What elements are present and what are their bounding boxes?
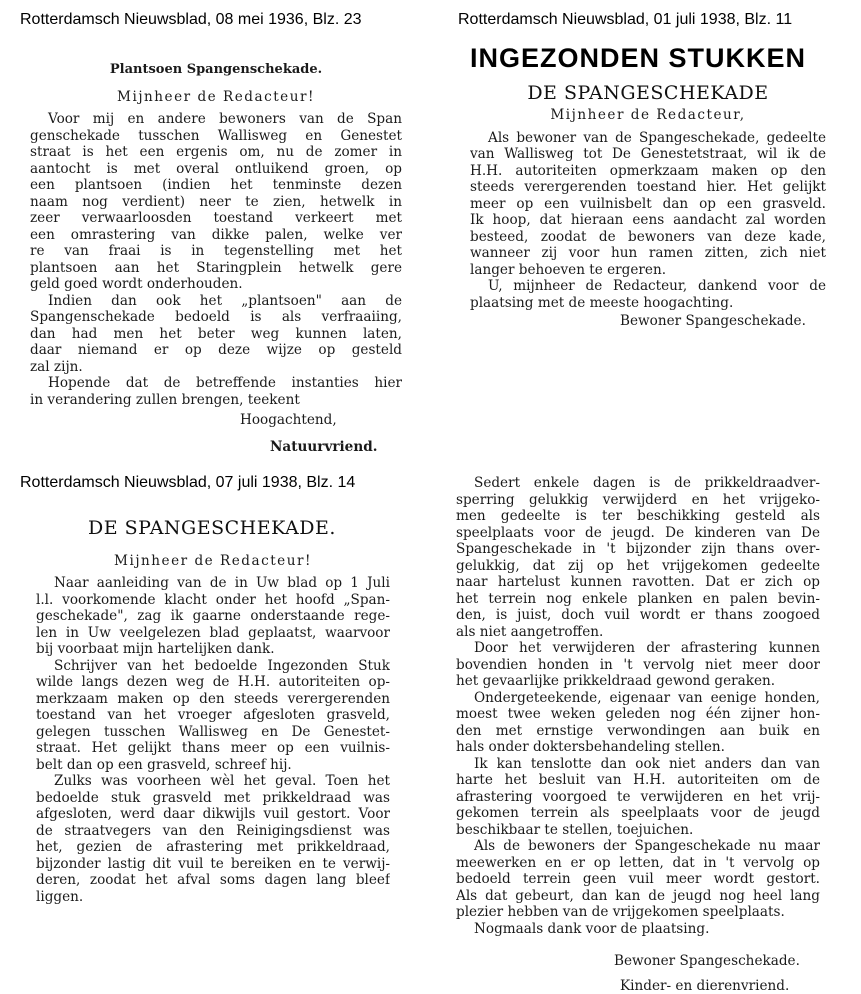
text-line: geld goed wordt onderhouden. bbox=[30, 276, 402, 293]
text-line: bijzonder lastig dit vuil te bereiken en te verwij- bbox=[36, 856, 390, 873]
text-line: genschekade tusschen Wallisweg en Genestet bbox=[30, 128, 402, 145]
text-line: Als de bewoners der Spangeschekade nu maar bbox=[456, 838, 820, 855]
text-line: Sedert enkele dagen is de prikkeldraadver- bbox=[456, 475, 820, 492]
text-line: liggen. bbox=[36, 889, 390, 906]
text-line: meer op een vuilnisbelt dan op een grasveld. bbox=[470, 196, 826, 213]
text-line: Ik kan tenslotte dan ook niet anders dan van bbox=[456, 756, 820, 773]
text-line: zal zijn. bbox=[30, 359, 402, 376]
clipping-title: DE SPANGESCHEKADE. bbox=[36, 520, 390, 537]
text-line: Schrijver van het bedoelde Ingezonden Stuk bbox=[36, 658, 390, 675]
text-line: straat is het een ergenis om, nu de zomer in bbox=[30, 144, 402, 161]
text-line: Als dat gebeurt, dan kan de jeugd nog heel lang bbox=[456, 888, 820, 905]
text-line: meewerken en er op letten, dat in 't vervolg op bbox=[456, 855, 820, 872]
caption-clip-3: Rotterdamsch Nieuwsblad, 07 juli 1938, Blz. 14 bbox=[20, 474, 355, 492]
text-line: den, is juist, doch vuil wordt er thans zoogoed bbox=[456, 607, 820, 624]
text-line: plaatsing met de meeste hoogachting. bbox=[470, 295, 826, 312]
caption-clip-1: Rotterdamsch Nieuwsblad, 08 mei 1936, Blz. 23 bbox=[20, 11, 362, 29]
text-line: gelukkig, dat zij op het vrijgekomen gedeelte bbox=[456, 558, 820, 575]
signature: Kinder- en dierenvriend. bbox=[456, 978, 820, 994]
text-line: besteed, zoodat de bewoners van deze kade, bbox=[470, 229, 826, 246]
salutation: Mijnheer de Redacteur! bbox=[30, 89, 402, 106]
salutation: Mijnheer de Redacteur! bbox=[36, 553, 390, 570]
text-line: Voor mij en andere bewoners van de Span bbox=[30, 111, 402, 128]
text-line: harte het besluit van H.H. autoriteiten om de bbox=[456, 772, 820, 789]
text-line: Ik hoop, dat hieraan eens aandacht zal worden bbox=[470, 212, 826, 229]
text-line: Zulks was voorheen wèl het geval. Toen het bbox=[36, 773, 390, 790]
section-header: INGEZONDEN STUKKEN bbox=[470, 50, 826, 67]
signature: Bewoner Spangeschekade. bbox=[456, 953, 820, 970]
text-line: Naar aanleiding van de in Uw blad op 1 Juli bbox=[36, 575, 390, 592]
text-line: wilde langs dezen weg de H.H. autoriteiten op- bbox=[36, 674, 390, 691]
text-line: Nogmaals dank voor de plaatsing. bbox=[456, 921, 820, 938]
text-line: Als bewoner van de Spangeschekade, gedeelte bbox=[470, 130, 826, 147]
signature: Bewoner Spangeschekade. bbox=[470, 313, 826, 330]
text-line: de straatvegers van den Reinigingsdienst was bbox=[36, 823, 390, 840]
text-line: deren, zoodat het afval soms dagen lang bleef bbox=[36, 872, 390, 889]
text-line: Door het verwijderen der afrastering kunnen bbox=[456, 640, 820, 657]
letter-body bbox=[36, 575, 390, 905]
text-line: het terrein nog enkele planken en palen bevin- bbox=[456, 591, 820, 608]
text-line: straat. Het gelijkt thans meer op een vuilnis- bbox=[36, 740, 390, 757]
letter-body bbox=[456, 475, 820, 937]
text-line: een omrastering van dikke palen, welke ver bbox=[30, 227, 402, 244]
text-line: H.H. autoriteiten opmerkzaam maken op den bbox=[470, 163, 826, 180]
text-line: zeer verwaarloosden toestand verkeert met bbox=[30, 210, 402, 227]
text-line: U, mijnheer de Redacteur, dankend voor de bbox=[470, 278, 826, 295]
text-line: l.l. voorkomende klacht onder het hoofd „Span- bbox=[36, 592, 390, 609]
text-line: Hopende dat de betreffende instanties hier bbox=[30, 375, 402, 392]
text-line: moest twee weken geleden nog één zijner hon- bbox=[456, 706, 820, 723]
text-line: als niet aangetroffen. bbox=[456, 624, 820, 641]
text-line: bedoelde stuk grasveld met prikkeldraad was bbox=[36, 790, 390, 807]
text-line: gelegen tusschen Wallisweg en De Genestet- bbox=[36, 724, 390, 741]
text-line: van Wallisweg tot De Genestetstraat, wil ik de bbox=[470, 146, 826, 163]
text-line: Indien dan ook het „plantsoen" aan de bbox=[30, 293, 402, 310]
text-line: dan had men het beter weg kunnen laten, bbox=[30, 326, 402, 343]
text-line: speelplaats voor de jeugd. De kinderen van De bbox=[456, 525, 820, 542]
clipping-1938-07-07-continued bbox=[456, 475, 820, 994]
text-line: geschekade", zag ik gaarne onderstaande rege- bbox=[36, 608, 390, 625]
text-line: wanneer zij voor hun ramen zitten, zich niet bbox=[470, 245, 826, 262]
text-line: langer behoeven te ergeren. bbox=[470, 262, 826, 279]
text-line: Ondergeteekende, eigenaar van eenige honden, bbox=[456, 690, 820, 707]
text-line: gekomen terrein als speelplaats voor de jeugd bbox=[456, 805, 820, 822]
text-line: afrastering voorgoed te verwijderen en het vrij- bbox=[456, 789, 820, 806]
clipping-1938-07-01 bbox=[470, 50, 826, 330]
text-line: steeds verergerenden toestand hier. Het gelijkt bbox=[470, 179, 826, 196]
text-line: het gevaarlijke prikkeldraad gewond geraken. bbox=[456, 673, 820, 690]
text-line: merkzaam maken op den steeds verergerenden bbox=[36, 691, 390, 708]
text-line: daar niemand er op deze wijze op gesteld bbox=[30, 342, 402, 359]
clipping-title: Plantsoen Spangenschekade. bbox=[30, 62, 402, 79]
text-line: naar hartelust kunnen ravotten. Dat er zich op bbox=[456, 574, 820, 591]
text-line: Spangenschekade bedoeld is als verfraaiing, bbox=[30, 309, 402, 326]
letter-body bbox=[30, 111, 402, 408]
text-line: aantocht is met overal ontluikend groen, op bbox=[30, 161, 402, 178]
text-line: belt dan op een grasveld, schreef hij. bbox=[36, 757, 390, 774]
text-line: bedoeld terrein geen vuil meer wordt gestort. bbox=[456, 871, 820, 888]
text-line: sperring gelukkig verwijderd en het vrijgeko- bbox=[456, 492, 820, 509]
text-line: hals onder doktersbehandeling stellen. bbox=[456, 739, 820, 756]
text-line: in verandering zullen brengen, teekent bbox=[30, 392, 402, 409]
text-line: re van fraai is in tegenstelling met het bbox=[30, 243, 402, 260]
text-line: len in Uw veelgelezen blad geplaatst, waarvoor bbox=[36, 625, 390, 642]
closing: Hoogachtend, bbox=[30, 412, 402, 429]
clipping-1936 bbox=[30, 62, 402, 455]
text-line: het, gezien de afrastering met prikkeldraad, bbox=[36, 839, 390, 856]
clipping-title: DE SPANGESCHEKADE bbox=[470, 85, 826, 102]
text-line: plezier hebben van de vrijgekomen speelplaats. bbox=[456, 904, 820, 921]
text-line: bovendien honden in 't vervolg niet meer door bbox=[456, 657, 820, 674]
clipping-1938-07-07 bbox=[36, 520, 390, 905]
salutation: Mijnheer de Redacteur, bbox=[470, 107, 826, 124]
caption-clip-2: Rotterdamsch Nieuwsblad, 01 juli 1938, Blz. 11 bbox=[458, 11, 792, 29]
signature: Natuurvriend. bbox=[30, 439, 402, 456]
text-line: beschikbaar te stellen, toejuichen. bbox=[456, 822, 820, 839]
text-line: een plantsoen (indien het tenminste dezen bbox=[30, 177, 402, 194]
text-line: bij voorbaat mijn hartelijken dank. bbox=[36, 641, 390, 658]
text-line: afgesloten, werd daar dikwijls vuil gestort. Voor bbox=[36, 806, 390, 823]
text-line: plantsoen aan het Staringplein hetwelk gere bbox=[30, 260, 402, 277]
text-line: Spangeschekade in 't bijzonder zijn thans over- bbox=[456, 541, 820, 558]
text-line: naam nog verdient) neer te zien, hetwelk in bbox=[30, 194, 402, 211]
letter-body bbox=[470, 130, 826, 312]
text-line: den met ernstige verwondingen aan buik en bbox=[456, 723, 820, 740]
text-line: men gedeelte is ter beschikking gesteld als bbox=[456, 508, 820, 525]
text-line: toestand van het vroeger afgesloten grasveld, bbox=[36, 707, 390, 724]
